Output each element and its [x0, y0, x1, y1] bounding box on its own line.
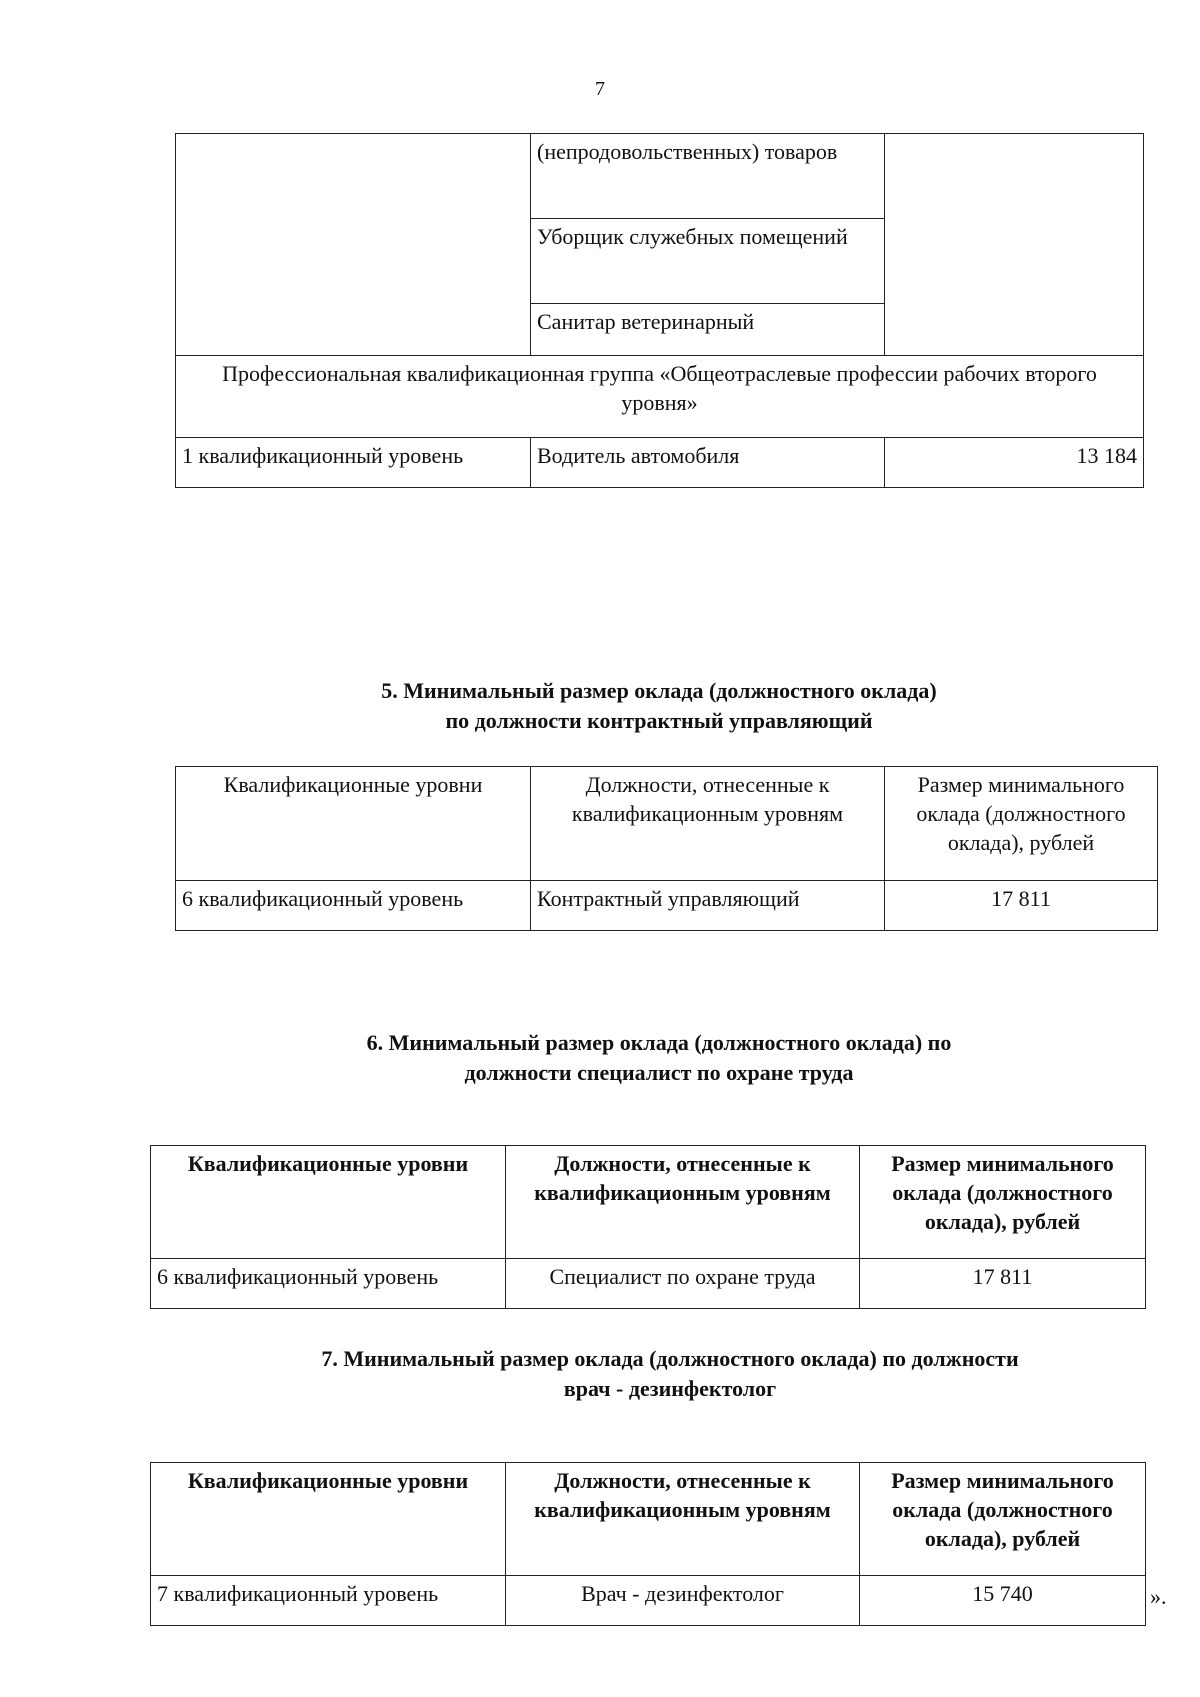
- position-cell: Контрактный управляющий: [531, 881, 885, 931]
- header-salary: Размер минимального оклада (должностного оклада), рублей: [860, 1146, 1146, 1259]
- empty-salary-cell: [885, 134, 1144, 356]
- empty-level-cell: [176, 134, 531, 356]
- section7-heading-line1: 7. Минимальный размер оклада (должностного оклада) по должности: [321, 1346, 1019, 1371]
- cont-row-position: (непродовольственных) товаров: [531, 134, 885, 219]
- level-cell: 1 квалификационный уровень: [176, 438, 531, 488]
- header-positions: Должности, отнесенные к квалификационным уровням: [506, 1463, 860, 1576]
- section7-heading: [150, 1344, 1190, 1404]
- salary-cell: 17 811: [860, 1259, 1146, 1309]
- header-levels: Квалификационные уровни: [176, 767, 531, 881]
- level-cell: 6 квалификационный уровень: [151, 1259, 506, 1309]
- header-levels: Квалификационные уровни: [151, 1146, 506, 1259]
- header-salary: Размер минимального оклада (должностного оклада), рублей: [860, 1463, 1146, 1576]
- position-cell: Специалист по охране труда: [506, 1259, 860, 1309]
- header-positions: Должности, отнесенные к квалификационным уровням: [506, 1146, 860, 1259]
- position-cell: Водитель автомобиля: [531, 438, 885, 488]
- level-cell: 6 квалификационный уровень: [176, 881, 531, 931]
- header-positions: Должности, отнесенные к квалификационным уровням: [531, 767, 885, 881]
- section6-heading-line2: должности специалист по охране труда: [464, 1060, 854, 1085]
- closing-quote-mark: ».: [1150, 1584, 1167, 1609]
- page-number: 7: [595, 78, 605, 100]
- cont-row-position: Уборщик служебных помещений: [531, 219, 885, 304]
- group-title: Профессиональная квалификационная группа «Общеотраслевые профессии рабочих второго уровня»: [176, 356, 1144, 438]
- section7-heading-line2: врач - дезинфектолог: [563, 1376, 777, 1401]
- section6-heading: [175, 1028, 1143, 1088]
- header-salary: Размер минимального оклада (должностного оклада), рублей: [885, 767, 1158, 881]
- section5-heading-line2: по должности контрактный управляющий: [445, 708, 873, 733]
- table-section6: [150, 1145, 1146, 1309]
- salary-cell: 17 811: [885, 881, 1158, 931]
- table-continued: [175, 133, 1144, 488]
- salary-cell: 15 740: [860, 1576, 1146, 1626]
- header-levels: Квалификационные уровни: [151, 1463, 506, 1576]
- table-section5: [175, 766, 1158, 931]
- section5-heading-line1: 5. Минимальный размер оклада (должностного оклада): [381, 678, 937, 703]
- cont-row-position: Санитар ветеринарный: [531, 304, 885, 356]
- level-cell: 7 квалификационный уровень: [151, 1576, 506, 1626]
- position-cell: Врач - дезинфектолог: [506, 1576, 860, 1626]
- section6-heading-line1: 6. Минимальный размер оклада (должностного оклада) по: [366, 1030, 952, 1055]
- salary-cell: 13 184: [885, 438, 1144, 488]
- table-section7: [150, 1462, 1146, 1626]
- section5-heading: [175, 676, 1143, 736]
